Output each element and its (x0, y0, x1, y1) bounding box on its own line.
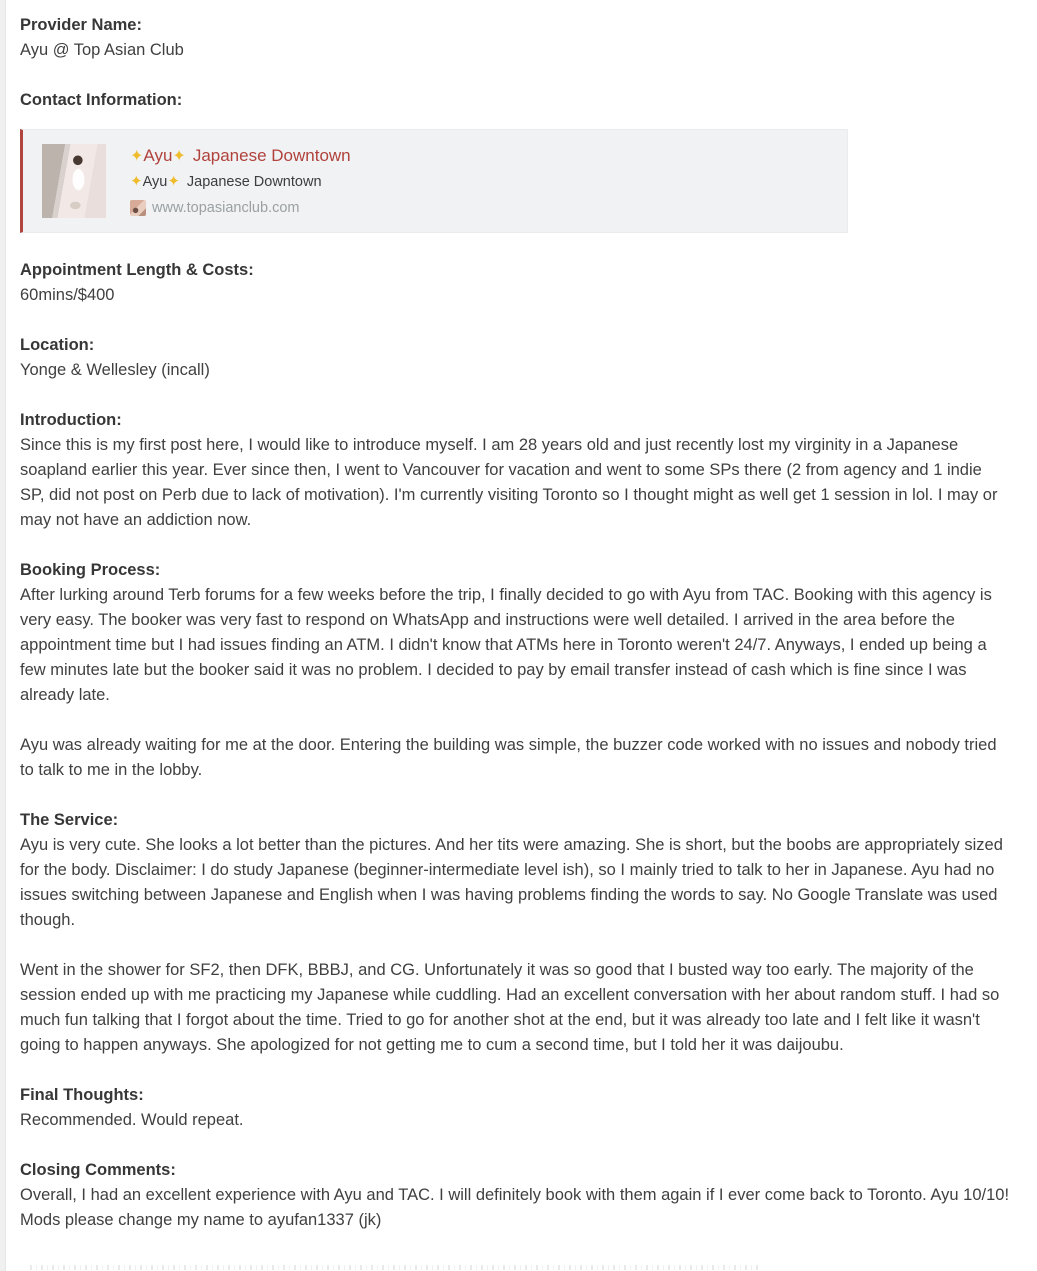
section-the-service (20, 808, 1010, 1058)
section-provider-name (20, 13, 1010, 63)
service-paragraph-2: Went in the shower for SF2, then DFK, BBBJ, and CG. Unfortunately it was so good that I busted way too early. The majority of the session ended up with me practicing my Japanese while cuddling. Had an excellent conversation with her about random stuff. I had so much fun talking that I forgot about the time. Tried to go for another shot at the end, but it was already too late and I felt like it wasn't going to happen anyways. She apologized for not getting me to cum a second time, but I told her it was daijoubu. (20, 961, 1000, 1054)
location-value: Yonge & Wellesley (incall) (20, 361, 210, 379)
sparkle-icon: ✦ (172, 148, 186, 165)
location-label: Location: (20, 336, 95, 354)
section-closing-comments (20, 1158, 1010, 1233)
contact-subtitle (130, 173, 351, 191)
appointment-value: 60mins/$400 (20, 286, 115, 304)
service-paragraph-1: Ayu is very cute. She looks a lot better than the pictures. And her tits were amazing. She is short, but the boobs are appropriately sized for the body. Disclaimer: I do study Japanese (beginner-intermediate level ish), so I mainly tried to talk to her in Japanese. Ayu had no issues switching between Japanese and English when I was having problems finding the words to say. No Google Translate was used though. (20, 836, 1003, 929)
post-body (20, 13, 1010, 1233)
introduction-paragraph: Since this is my first post here, I would like to introduce myself. I am 28 years old and just recently lost my virginity in a Japanese soapland earlier this year. Ever since then, I went to Vancouver for vacation and went to some SPs there (2 from agency and 1 indie SP, did not post on Perb due to lack of motivation). I'm currently visiting Toronto so I thought might as well get 1 session in lol. I may or may not have an addiction now. (20, 436, 998, 529)
booking-paragraph-1: After lurking around Terb forums for a few weeks before the trip, I finally decided to go with Ayu from TAC. Booking with this agency is very easy. The booker was very fast to respond on WhatsApp and instructions were well detailed. I arrived in the area before the appointment time but I had issues finding an ATM. I didn't know that ATMs here in Toronto weren't 24/7. Anyways, I ended up being a few minutes late but the booker said it was no problem. I decided to pay by email transfer instead of cash which is fine since I was already late. (20, 586, 992, 704)
the-service-label: The Service: (20, 811, 119, 829)
sparkle-icon: ✦ (167, 173, 180, 190)
final-thoughts-value: Recommended. Would repeat. (20, 1111, 244, 1129)
introduction-label: Introduction: (20, 411, 122, 429)
contact-title-name: Ayu (143, 146, 173, 165)
contact-url-row (130, 199, 351, 217)
closing-comments-label: Closing Comments: (20, 1161, 176, 1179)
contact-information-label: Contact Information: (20, 91, 183, 109)
clipped-next-line (30, 1265, 762, 1270)
section-location (20, 333, 1010, 383)
page-left-gutter (0, 0, 6, 1271)
final-thoughts-label: Final Thoughts: (20, 1086, 144, 1104)
appointment-label: Appointment Length & Costs: (20, 261, 254, 279)
section-contact-information (20, 88, 1010, 233)
sparkle-icon: ✦ (130, 173, 143, 190)
contact-subtitle-name: Ayu (142, 174, 168, 190)
provider-name-value: Ayu @ Top Asian Club (20, 41, 184, 59)
contact-subtitle-rest: Japanese Downtown (186, 174, 322, 190)
contact-title-link[interactable] (130, 145, 351, 167)
contact-title-rest: Japanese Downtown (192, 146, 351, 165)
contact-url-link[interactable]: www.topasianclub.com (152, 200, 300, 216)
section-final-thoughts (20, 1083, 1010, 1133)
contact-card-text (130, 145, 351, 217)
contact-link-card[interactable] (20, 129, 848, 233)
sparkle-icon: ✦ (130, 148, 144, 165)
section-appointment (20, 258, 1010, 308)
section-introduction (20, 408, 1010, 533)
contact-thumbnail-image (42, 144, 106, 218)
provider-name-label: Provider Name: (20, 16, 142, 34)
closing-paragraph: Overall, I had an excellent experience with Ayu and TAC. I will definitely book with them again if I ever come back to Toronto. Ayu 10/10! Mods please change my name to ayufan1337 (jk) (20, 1186, 1010, 1229)
booking-paragraph-2: Ayu was already waiting for me at the door. Entering the building was simple, the buzzer code worked with no issues and nobody tried to talk to me in the lobby. (20, 736, 997, 779)
booking-process-label: Booking Process: (20, 561, 161, 579)
section-booking-process (20, 558, 1010, 783)
site-favicon-icon (130, 200, 146, 216)
